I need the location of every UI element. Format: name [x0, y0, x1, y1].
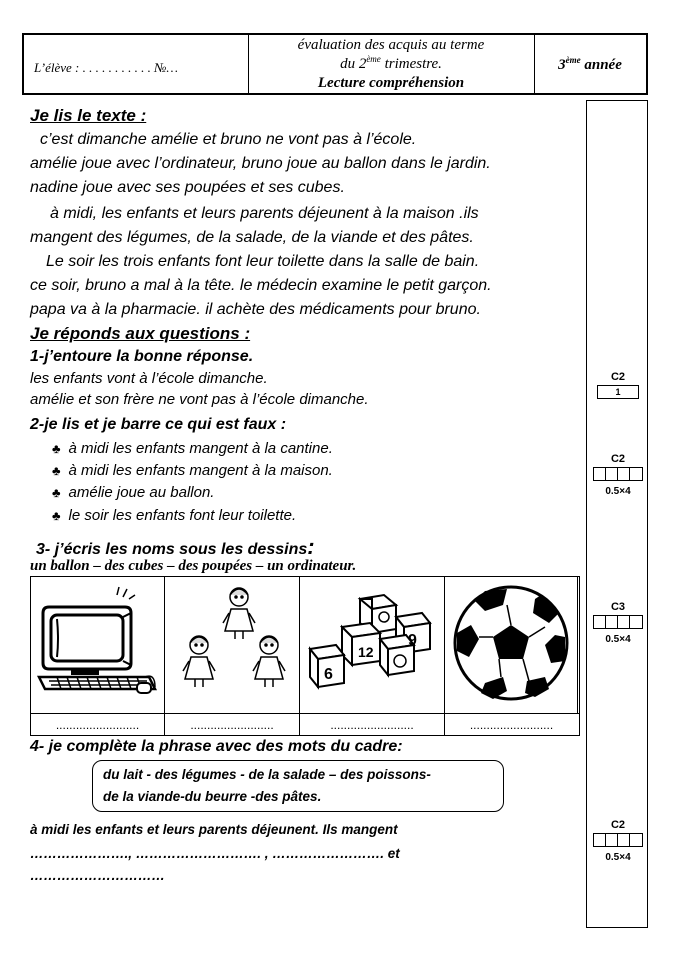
- score-box[interactable]: 1: [597, 385, 639, 399]
- q2-item-4[interactable]: ♣ le soir les enfants font leur toilette.: [52, 507, 297, 524]
- score-text: 0.5×4: [605, 634, 631, 645]
- competence-label: C3: [610, 601, 626, 613]
- q4-sentence: à midi les enfants et leurs parents déjeunent. Ils mangent: [30, 822, 398, 837]
- picture-cell-ball: [445, 577, 578, 713]
- q2-item-2[interactable]: ♣ à midi les enfants mangent à la maison.: [52, 462, 333, 479]
- title-line-2: du 2ème trimestre.: [340, 54, 442, 72]
- q4-title: 4- je complète la phrase avec des mots du cadre:: [30, 738, 403, 755]
- score-boxes[interactable]: [593, 467, 643, 481]
- answer-row: [31, 713, 579, 736]
- club-icon: ♣: [52, 508, 61, 523]
- text-line-5: mangent des légumes, de la salade, de la viande et des pâtes.: [30, 229, 474, 246]
- q2-item-3[interactable]: ♣ amélie joue au ballon.: [52, 484, 215, 501]
- dolls-drawing: [165, 577, 298, 711]
- picture-cell-cubes: [300, 577, 445, 713]
- q1-option-1[interactable]: les enfants vont à l’école dimanche.: [30, 370, 268, 387]
- frame-line-1: du lait - des légumes - de la salade – des poissons-: [103, 767, 431, 782]
- picture-table: [30, 576, 580, 736]
- q4-blanks-line[interactable]: …………………., ………………………. , ……………………. et: [30, 846, 400, 861]
- q3-word-list: un ballon – des cubes – des poupées – un ordinateur.: [30, 558, 357, 574]
- text-line-1: c’est dimanche amélie et bruno ne vont pas à l’école.: [40, 131, 417, 148]
- score-text: 0.5×4: [605, 852, 631, 863]
- answer-blank-3[interactable]: .........................: [300, 714, 445, 736]
- answer-blank-2[interactable]: .........................: [165, 714, 300, 736]
- computer-drawing: [31, 577, 163, 711]
- grading-margin: [586, 100, 648, 928]
- picture-cell-computer: [31, 577, 165, 713]
- grade-box-q1: [593, 371, 643, 399]
- score-boxes[interactable]: [593, 615, 643, 629]
- student-field[interactable]: L’élève : . . . . . . . . . . . №…: [34, 60, 178, 75]
- picture-cell-dolls: [165, 577, 300, 713]
- text-line-6: Le soir les trois enfants font leur toilette dans la salle de bain.: [46, 253, 480, 270]
- answer-blank-4[interactable]: .........................: [469, 718, 554, 732]
- text-line-7: ce soir, bruno a mal à la tête. le médecin examine le petit garçon.: [30, 277, 492, 294]
- questions-heading: Je réponds aux questions :: [30, 324, 251, 343]
- reading-heading: Je lis le texte :: [30, 106, 147, 125]
- grade-cell: [534, 35, 646, 93]
- header-table: [22, 33, 648, 95]
- grade-box-q3: [593, 601, 643, 645]
- q1-option-2[interactable]: amélie et son frère ne vont pas à l’école dimanche.: [30, 391, 369, 408]
- competence-label: C2: [610, 819, 626, 831]
- text-line-2: amélie joue avec l’ordinateur, bruno joue au ballon dans le jardin.: [30, 155, 491, 172]
- competence-label: C2: [610, 453, 626, 465]
- q4-blanks-line-2[interactable]: …………………………: [30, 868, 165, 883]
- title-cell: [248, 35, 535, 93]
- club-icon: ♣: [52, 441, 61, 456]
- cube-number-12: 12: [358, 644, 374, 660]
- cube-number-6: 6: [324, 666, 333, 683]
- grade-label: 3ème année: [558, 55, 622, 73]
- score-boxes[interactable]: [593, 833, 643, 847]
- competence-label: C2: [610, 371, 626, 383]
- cubes-drawing: [300, 577, 443, 711]
- text-line-4: à midi, les enfants et leurs parents déjeunent à la maison .ils: [50, 205, 479, 222]
- grade-box-q2: [593, 453, 643, 497]
- q3-title: 3- j’écris les noms sous les dessins:: [36, 534, 315, 559]
- score-text: 0.5×4: [605, 486, 631, 497]
- q1-title: 1-j’entoure la bonne réponse.: [30, 348, 254, 365]
- q2-item-1[interactable]: ♣ à midi les enfants mangent à la cantine.: [52, 440, 333, 457]
- word-frame: [92, 760, 504, 812]
- club-icon: ♣: [52, 485, 61, 500]
- answer-blank-1[interactable]: .........................: [31, 714, 165, 736]
- club-icon: ♣: [52, 463, 61, 478]
- cube-number-9: 9: [408, 632, 417, 649]
- title-line-3: Lecture compréhension: [317, 75, 465, 91]
- text-line-8: papa va à la pharmacie. il achète des médicaments pour bruno.: [30, 301, 481, 318]
- frame-line-2: de la viande-du beurre -des pâtes.: [103, 789, 322, 804]
- grade-box-q4: [593, 819, 643, 863]
- ball-drawing: [445, 577, 578, 711]
- title-line-1: évaluation des acquis au terme: [297, 37, 485, 53]
- q2-title: 2-je lis et je barre ce qui est faux :: [30, 416, 287, 433]
- student-cell: [24, 35, 249, 93]
- text-line-3: nadine joue avec ses poupées et ses cubes.: [30, 179, 345, 196]
